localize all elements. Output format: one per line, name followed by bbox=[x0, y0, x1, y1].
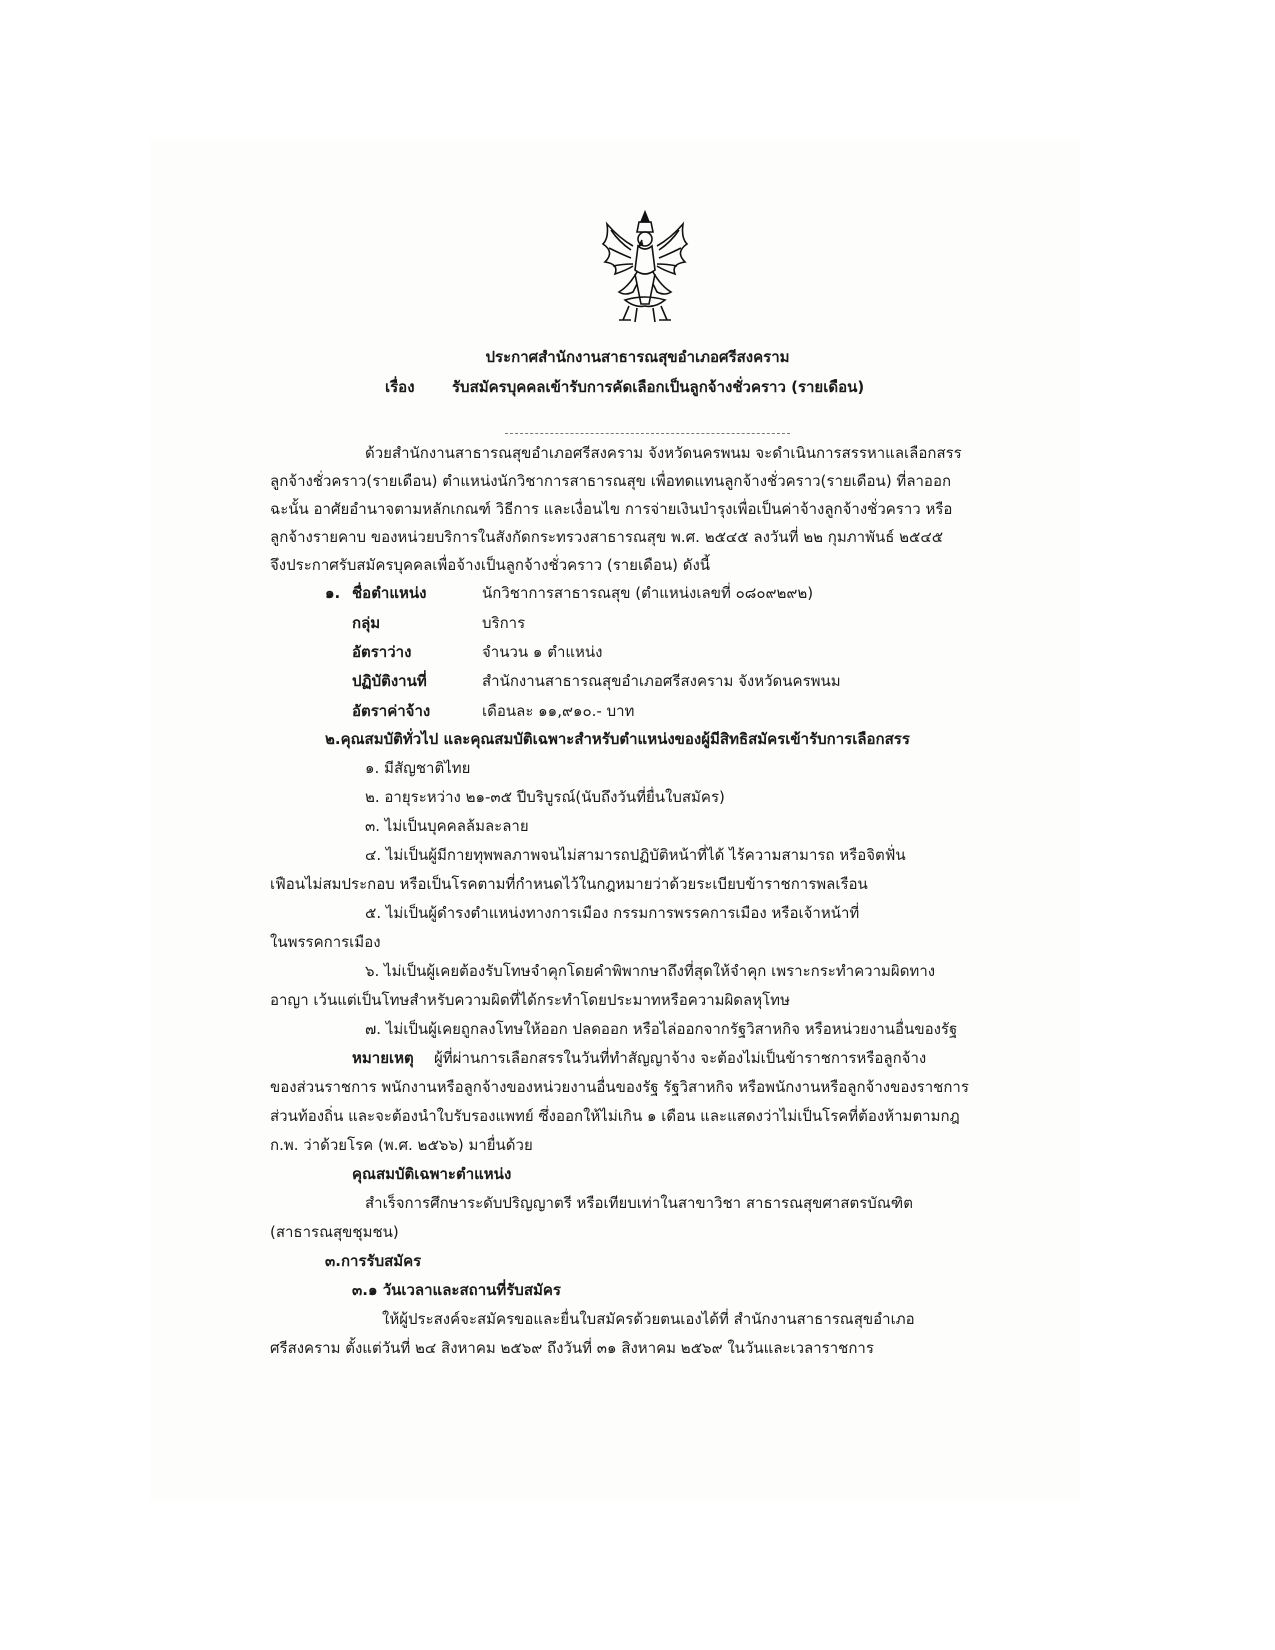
qualification-item: ๔. ไม่เป็นผู้มีกายทุพพลภาพจนไม่สามารถปฏิบัติหน้าที่ได้ ไร้ความสามารถ หรือจิตฟั่น bbox=[365, 846, 906, 864]
group-label: กลุ่ม bbox=[352, 614, 381, 632]
salary-label: อัตราค่าจ้าง bbox=[352, 702, 431, 720]
garuda-emblem-icon bbox=[585, 208, 705, 328]
qualification-item: ๗. ไม่เป็นผู้เคยถูกลงโทษให้ออก ปลดออก หรือไล่ออกจากรัฐวิสาหกิจ หรือหน่วยงานอื่นของรัฐ bbox=[365, 1020, 958, 1038]
section1-number: ๑. bbox=[325, 584, 341, 602]
intro-line: ฉะนั้น อาศัยอำนาจตามหลักเกณฑ์ วิธีการ และเงื่อนไข การจ่ายเงินบำรุงเพื่อเป็นค่าจ้างลูกจ้างชั่วคราว หรือ bbox=[270, 500, 953, 518]
note-label: หมายเหตุ bbox=[352, 1049, 414, 1067]
application-line: ศรีสงคราม ตั้งแต่วันที่ ๒๔ สิงหาคม ๒๕๖๙ ถึงวันที่ ๓๑ สิงหาคม ๒๕๖๙ ในวันและเวลาราชการ bbox=[270, 1339, 874, 1357]
subject-text: รับสมัครบุคคลเข้ารับการคัดเลือกเป็นลูกจ้างชั่วคราว (รายเดือน) bbox=[452, 378, 865, 396]
group-value: บริการ bbox=[482, 614, 526, 632]
workplace-value: สำนักงานสาธารณสุขอำเภอศรีสงคราม จังหวัดนครพนม bbox=[482, 672, 841, 690]
section2-heading: ๒.คุณสมบัติทั่วไป และคุณสมบัติเฉพาะสำหรับตำแหน่งของผู้มีสิทธิสมัครเข้ารับการเลือกสรร bbox=[325, 730, 910, 748]
intro-line: ลูกจ้างรายคาบ ของหน่วยบริการในสังกัดกระทรวงสาธารณสุข พ.ศ. ๒๕๔๕ ลงวันที่ ๒๒ กุมภาพันธ์ ๒๕๔๕ bbox=[270, 528, 944, 546]
subject-label: เรื่อง bbox=[385, 378, 415, 396]
specific-qualification-line: (สาธารณสุขชุมชน) bbox=[270, 1223, 399, 1241]
header-separator bbox=[505, 433, 790, 434]
qualification-item-cont: อาญา เว้นแต่เป็นโทษสำหรับความผิดที่ได้กระทำโดยประมาทหรือความผิดลหุโทษ bbox=[270, 991, 790, 1009]
position-name-label: ชื่อตำแหน่ง bbox=[352, 584, 427, 602]
qualification-item: ๒. อายุระหว่าง ๒๑-๓๕ ปีบริบูรณ์(นับถึงวันที่ยื่นใบสมัคร) bbox=[365, 788, 725, 806]
qualification-item-cont: ในพรรคการเมือง bbox=[270, 933, 381, 951]
position-name-value: นักวิชาการสาธารณสุข (ตำแหน่งเลขที่ ๐๘๐๙๒๙๒) bbox=[482, 584, 814, 602]
workplace-label: ปฏิบัติงานที่ bbox=[352, 672, 427, 690]
intro-line: ด้วยสำนักงานสาธารณสุขอำเภอศรีสงคราม จังหวัดนครพนม จะดำเนินการสรรหาแลเลือกสรร bbox=[365, 444, 962, 462]
intro-line: ลูกจ้างชั่วคราว(รายเดือน) ตำแหน่งนักวิชาการสาธารณสุข เพื่อทดแทนลูกจ้างชั่วคราว(รายเดือน) ที่ลาออก bbox=[270, 472, 952, 490]
note-line: ของส่วนราชการ พนักงานหรือลูกจ้างของหน่วยงานอื่นของรัฐ รัฐวิสาหกิจ หรือพนักงานหรือลูกจ้างของราชการ bbox=[270, 1078, 969, 1096]
qualification-item: ๕. ไม่เป็นผู้ดำรงตำแหน่งทางการเมือง กรรมการพรรคการเมือง หรือเจ้าหน้าที่ bbox=[365, 904, 860, 922]
intro-line: จึงประกาศรับสมัครบุคคลเพื่อจ้างเป็นลูกจ้างชั่วคราว (รายเดือน) ดังนี้ bbox=[270, 556, 711, 574]
announcement-title: ประกาศสำนักงานสาธารณสุขอำเภอศรีสงคราม bbox=[485, 348, 790, 366]
specific-qualification-line: สำเร็จการศึกษาระดับปริญญาตรี หรือเทียบเท่าในสาขาวิชา สาธารณสุขศาสตรบัณฑิต bbox=[365, 1194, 913, 1212]
qualification-item: ๑. มีสัญชาติไทย bbox=[365, 759, 471, 777]
note-line: ก.พ. ว่าด้วยโรค (พ.ศ. ๒๕๖๖) มายื่นด้วย bbox=[270, 1136, 533, 1154]
note-line: ผู้ที่ผ่านการเลือกสรรในวันที่ทำสัญญาจ้าง จะต้องไม่เป็นข้าราชการหรือลูกจ้าง bbox=[434, 1049, 927, 1067]
application-line: ให้ผู้ประสงค์จะสมัครขอและยื่นใบสมัครด้วยตนเองได้ที่ สำนักงานสาธารณสุขอำเภอ bbox=[382, 1310, 915, 1328]
qualification-item-cont: เฟือนไม่สมประกอบ หรือเป็นโรคตามที่กำหนดไว้ในกฎหมายว่าด้วยระเบียบข้าราชการพลเรือน bbox=[270, 875, 868, 893]
specific-qualification-heading: คุณสมบัติเฉพาะตำแหน่ง bbox=[352, 1165, 512, 1183]
section3-subheading: ๓.๑ วันเวลาและสถานที่รับสมัคร bbox=[352, 1281, 561, 1299]
qualification-item: ๖. ไม่เป็นผู้เคยต้องรับโทษจำคุกโดยคำพิพากษาถึงที่สุดให้จำคุก เพราะกระทำความผิดทาง bbox=[365, 962, 936, 980]
qualification-item: ๓. ไม่เป็นบุคคลล้มละลาย bbox=[365, 817, 529, 835]
vacancy-value: จำนวน ๑ ตำแหน่ง bbox=[482, 643, 603, 661]
section3-heading: ๓.การรับสมัคร bbox=[325, 1252, 422, 1270]
vacancy-label: อัตราว่าง bbox=[352, 643, 412, 661]
note-line: ส่วนท้องถิ่น และจะต้องนำใบรับรองแพทย์ ซึ่งออกให้ไม่เกิน ๑ เดือน และแสดงว่าไม่เป็นโรคที่ต้องห้ามตามกฎ bbox=[270, 1107, 960, 1125]
scan-area bbox=[150, 140, 1080, 1500]
salary-value: เดือนละ ๑๑,๙๑๐.- บาท bbox=[482, 702, 635, 720]
